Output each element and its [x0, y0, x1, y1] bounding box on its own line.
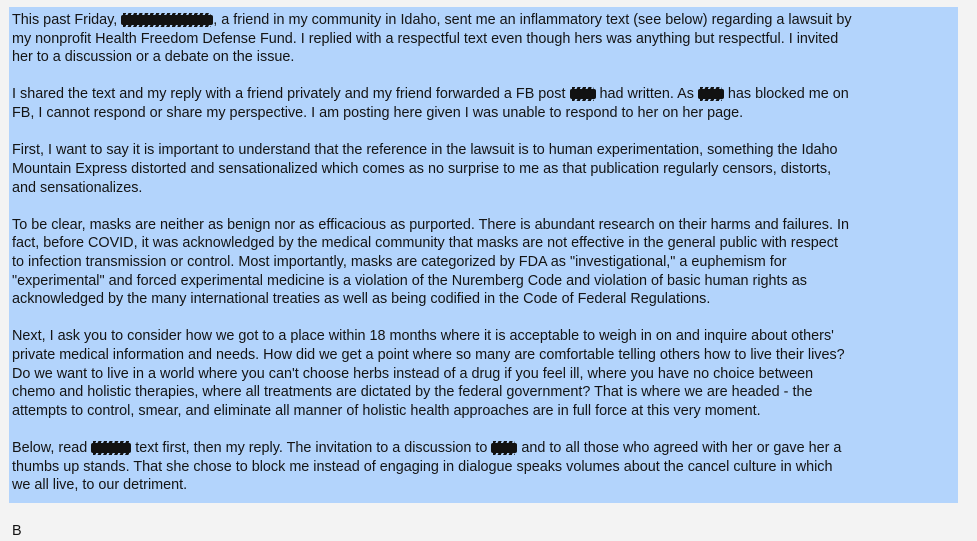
text-line	[12, 30, 956, 49]
text-run: attempts to control, smear, and eliminate all manner of holistic health approaches are in full force at this very moment.	[12, 402, 761, 419]
text-line	[12, 476, 956, 495]
text-run: Next, I ask you to consider how we got to a place within 18 months where it is acceptable to weigh in on and inquire about others'	[12, 328, 834, 345]
paragraph	[12, 327, 956, 420]
text-run: Mountain Express distorted and sensationalized which comes as no surprise to me as that publication regularly censors, distorts,	[12, 160, 832, 177]
cutoff-next-line	[12, 516, 26, 539]
redacted-name	[698, 89, 724, 99]
text-run: and sensationalizes.	[12, 179, 143, 196]
text-run: chemo and holistic therapies, where all treatments are dictated by the federal government? That is where we are headed - the	[12, 384, 813, 401]
text-line	[12, 85, 956, 104]
text-run: and to all those who agreed with her or gave her a	[517, 440, 842, 457]
text-line	[12, 365, 956, 384]
text-line	[12, 11, 956, 30]
text-run: "experimental" and forced experimental medicine is a violation of the Nuremberg Code and violation of basic human rights as	[12, 272, 807, 289]
text-line	[12, 179, 956, 198]
text-line	[12, 402, 956, 421]
paragraph	[12, 85, 956, 122]
text-run: text first, then my reply. The invitation to a discussion to	[131, 440, 492, 457]
text-line	[12, 272, 956, 291]
redacted-name	[121, 15, 213, 25]
paragraph	[12, 141, 956, 197]
text-line	[12, 48, 956, 67]
paragraph	[12, 11, 956, 67]
text-run: acknowledged by the many international treaties as well as being codified in the Code of Federal Regulations.	[12, 291, 711, 308]
text-run: fact, before COVID, it was acknowledged by the medical community that masks are not effective in the general public with respect	[12, 235, 838, 252]
text-run: To be clear, masks are neither as benign nor as efficacious as purported. There is abundant research on their harms and failures. In	[12, 216, 849, 233]
paragraph	[12, 216, 956, 309]
text-run: my nonprofit Health Freedom Defense Fund. I replied with a respectful text even though hers was anything but respectful. I invited	[12, 30, 839, 47]
redacted-name	[570, 89, 596, 99]
cutoff-text: B	[12, 523, 22, 539]
post-text-body[interactable]	[12, 11, 956, 514]
text-line	[12, 141, 956, 160]
text-line	[12, 216, 956, 235]
text-run: First, I want to say it is important to understand that the reference in the lawsuit is to human experimentation, something the Idaho	[12, 142, 838, 159]
text-run: , a friend in my community in Idaho, sent me an inflammatory text (see below) regarding a lawsuit by	[213, 12, 852, 28]
paragraph	[12, 439, 956, 495]
text-line	[12, 346, 956, 365]
text-run: Do we want to live in a world where you can't choose herbs instead of a drug if you feel ill, where you have no choice between	[12, 365, 814, 382]
text-run: Below, read	[12, 440, 92, 457]
redacted-name	[491, 443, 517, 453]
text-line	[12, 234, 956, 253]
text-run: has blocked me on	[723, 86, 849, 103]
text-line	[12, 160, 956, 179]
text-run: had written. As	[595, 86, 698, 103]
text-run: to infection transmission or control. Most importantly, masks are categorized by FDA as "investigational," a euphemism for	[12, 254, 787, 270]
text-run: we all live, to our detriment.	[12, 477, 188, 494]
text-run: her to a discussion or a debate on the issue.	[12, 49, 295, 66]
text-line	[12, 327, 956, 346]
text-line	[12, 104, 956, 123]
text-run: thumbs up stands. That she chose to block me instead of engaging in dialogue speaks volumes about the cancel culture in which	[12, 458, 833, 475]
text-run: This past Friday,	[12, 12, 122, 28]
text-run: private medical information and needs. How did we get a point where so many are comfortable telling others how to live their lives?	[12, 347, 845, 364]
text-run: FB, I cannot respond or share my perspective. I am posting here given I was unable to respond to her on her page.	[12, 105, 744, 122]
redacted-name	[91, 443, 131, 453]
text-line	[12, 290, 956, 309]
text-line	[12, 253, 956, 272]
text-line	[12, 458, 956, 477]
text-line	[12, 439, 956, 458]
text-run: I shared the text and my reply with a friend privately and my friend forwarded a FB post	[12, 86, 570, 103]
text-line	[12, 383, 956, 402]
